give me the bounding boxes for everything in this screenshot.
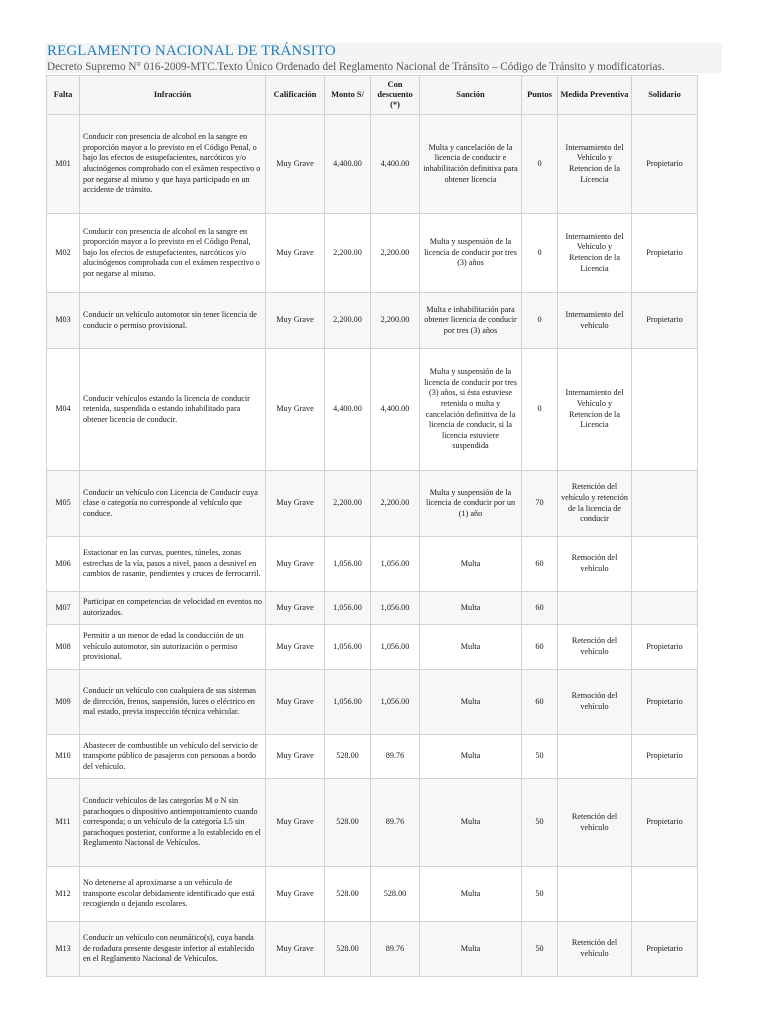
descuento-cell: 4,400.00 bbox=[371, 349, 420, 471]
col-header-solidario: Solidario bbox=[632, 76, 698, 115]
descuento-cell: 2,200.00 bbox=[371, 471, 420, 537]
solidario-cell: Propietario bbox=[632, 922, 698, 977]
table-body bbox=[47, 115, 698, 977]
falta-cell: M07 bbox=[47, 592, 80, 625]
table-row bbox=[47, 592, 698, 625]
medida-cell bbox=[558, 867, 632, 922]
calificacion-cell: Muy Grave bbox=[266, 537, 325, 592]
calificacion-cell: Muy Grave bbox=[266, 867, 325, 922]
solidario-cell: Propietario bbox=[632, 115, 698, 214]
falta-cell: M06 bbox=[47, 537, 80, 592]
sancion-cell: Multa y suspensión de la licencia de conducir por tres (3) años, si ésta estuviese retenida o multa y cancelación definitiva de la licencia de conducir, si la licencia estuviere suspendida bbox=[420, 349, 522, 471]
monto-cell: 2,200.00 bbox=[325, 293, 371, 349]
falta-cell: M11 bbox=[47, 779, 80, 867]
infraccion-cell: Participar en competencias de velocidad en eventos no autorizados. bbox=[80, 592, 266, 625]
falta-cell: M13 bbox=[47, 922, 80, 977]
calificacion-cell: Muy Grave bbox=[266, 779, 325, 867]
descuento-cell: 1,056.00 bbox=[371, 537, 420, 592]
calificacion-cell: Muy Grave bbox=[266, 670, 325, 735]
table-row bbox=[47, 471, 698, 537]
falta-cell: M01 bbox=[47, 115, 80, 214]
table-row bbox=[47, 349, 698, 471]
infraccion-cell: Conducir un vehículo con cualquiera de sus sistemas de dirección, frenos, suspensión, luces o eléctrico en mal estado, previa inspección técnica vehicular. bbox=[80, 670, 266, 735]
col-header-calificacion: Calificación bbox=[266, 76, 325, 115]
medida-cell: Retención del vehículo bbox=[558, 779, 632, 867]
calificacion-cell: Muy Grave bbox=[266, 735, 325, 779]
puntos-cell: 60 bbox=[522, 670, 558, 735]
calificacion-cell: Muy Grave bbox=[266, 592, 325, 625]
infraccion-cell: Conducir un vehículo con Licencia de Conducir cuya clase o categoría no corresponde al vehículo que conduce. bbox=[80, 471, 266, 537]
table-row bbox=[47, 625, 698, 670]
table-row bbox=[47, 670, 698, 735]
sancion-cell: Multa bbox=[420, 670, 522, 735]
monto-cell: 1,056.00 bbox=[325, 592, 371, 625]
col-header-puntos: Puntos bbox=[522, 76, 558, 115]
calificacion-cell: Muy Grave bbox=[266, 214, 325, 293]
monto-cell: 528.00 bbox=[325, 867, 371, 922]
infraccion-cell: Abastecer de combustible un vehículo del servicio de transporte público de pasajeros con personas a bordo del vehículo. bbox=[80, 735, 266, 779]
medida-cell: Internamiento del Vehículo y Retencion de la Licencia bbox=[558, 349, 632, 471]
infraccion-cell: Permitir a un menor de edad la conducción de un vehículo automotor, sin autorización o permiso provisional. bbox=[80, 625, 266, 670]
infractions-table bbox=[46, 75, 698, 977]
solidario-cell: Propietario bbox=[632, 735, 698, 779]
medida-cell: Retención del vehículo y retención de la licencia de conducir bbox=[558, 471, 632, 537]
monto-cell: 1,056.00 bbox=[325, 670, 371, 735]
solidario-cell bbox=[632, 592, 698, 625]
medida-cell: Internamiento del vehículo bbox=[558, 293, 632, 349]
page-title: REGLAMENTO NACIONAL DE TRÁNSITO bbox=[47, 43, 336, 59]
sancion-cell: Multa e inhabilitación para obtener licencia de conducir por tres (3) años bbox=[420, 293, 522, 349]
medida-cell: Remoción del vehículo bbox=[558, 670, 632, 735]
medida-cell: Retención del vehículo bbox=[558, 625, 632, 670]
infraccion-cell: Conducir un vehículo automotor sin tener licencia de conducir o permiso provisional. bbox=[80, 293, 266, 349]
col-header-falta: Falta bbox=[47, 76, 80, 115]
sancion-cell: Multa y suspensión de la licencia de conducir por un (1) año bbox=[420, 471, 522, 537]
descuento-cell: 89.76 bbox=[371, 922, 420, 977]
descuento-cell: 1,056.00 bbox=[371, 670, 420, 735]
solidario-cell: Propietario bbox=[632, 670, 698, 735]
medida-cell: Internamiento del Vehículo y Retencion de la Licencia bbox=[558, 115, 632, 214]
table-header-row bbox=[47, 76, 698, 115]
monto-cell: 528.00 bbox=[325, 735, 371, 779]
col-header-sancion: Sanción bbox=[420, 76, 522, 115]
puntos-cell: 0 bbox=[522, 115, 558, 214]
calificacion-cell: Muy Grave bbox=[266, 922, 325, 977]
puntos-cell: 0 bbox=[522, 349, 558, 471]
calificacion-cell: Muy Grave bbox=[266, 471, 325, 537]
puntos-cell: 70 bbox=[522, 471, 558, 537]
infraccion-cell: Conducir vehículos estando la licencia de conducir retenida, suspendida o estando inhabilitado para obtener licencia de conducir. bbox=[80, 349, 266, 471]
table-row bbox=[47, 537, 698, 592]
puntos-cell: 60 bbox=[522, 592, 558, 625]
calificacion-cell: Muy Grave bbox=[266, 115, 325, 214]
calificacion-cell: Muy Grave bbox=[266, 625, 325, 670]
sancion-cell: Multa y suspensión de la licencia de conducir por tres (3) años bbox=[420, 214, 522, 293]
col-header-infraccion: Infracción bbox=[80, 76, 266, 115]
calificacion-cell: Muy Grave bbox=[266, 293, 325, 349]
descuento-cell: 528.00 bbox=[371, 867, 420, 922]
monto-cell: 528.00 bbox=[325, 779, 371, 867]
table-row bbox=[47, 214, 698, 293]
infraccion-cell: Estacionar en las curvas, puentes, túneles, zonas estrechas de la vía, pasos a nivel, pasos a desnivel en cambios de rasante, pendientes y cruces de ferrocarril. bbox=[80, 537, 266, 592]
infraccion-cell: No detenerse al aproximarse a un vehículo de transporte escolar debidamente identificado que está recogiendo o dejando escolares. bbox=[80, 867, 266, 922]
col-header-medida: Medida Preventiva bbox=[558, 76, 632, 115]
solidario-cell bbox=[632, 537, 698, 592]
monto-cell: 2,200.00 bbox=[325, 471, 371, 537]
descuento-cell: 2,200.00 bbox=[371, 293, 420, 349]
sancion-cell: Multa y cancelación de la licencia de conducir e inhabilitación definitiva para obtener licencia bbox=[420, 115, 522, 214]
document-header bbox=[45, 43, 722, 73]
infraccion-cell: Conducir vehículos de las categorías M o N sin parachoques o dispositivo antiempotramiento cuando corresponda; o un vehículo de la categoría L5 sin parachoques posterior, conforme a lo establecido en el Reglamento Nacional de Vehículos. bbox=[80, 779, 266, 867]
calificacion-cell: Muy Grave bbox=[266, 349, 325, 471]
monto-cell: 1,056.00 bbox=[325, 625, 371, 670]
monto-cell: 1,056.00 bbox=[325, 537, 371, 592]
sancion-cell: Multa bbox=[420, 592, 522, 625]
infraccion-cell: Conducir un vehículo con neumático(s), cuya banda de rodadura presente desgaste inferior al establecido en el Reglamento Nacional de Vehículos. bbox=[80, 922, 266, 977]
puntos-cell: 0 bbox=[522, 293, 558, 349]
infraccion-cell: Conducir con presencia de alcohol en la sangre en proporción mayor a lo previsto en el Código Penal, bajo los efectos de estupefacientes, narcóticos y/o alucinógenos comprobada con el exámen respectivo o por negarse al mismo. bbox=[80, 214, 266, 293]
sancion-cell: Multa bbox=[420, 537, 522, 592]
monto-cell: 2,200.00 bbox=[325, 214, 371, 293]
table-row bbox=[47, 293, 698, 349]
solidario-cell: Propietario bbox=[632, 214, 698, 293]
falta-cell: M10 bbox=[47, 735, 80, 779]
falta-cell: M08 bbox=[47, 625, 80, 670]
monto-cell: 4,400.00 bbox=[325, 349, 371, 471]
falta-cell: M05 bbox=[47, 471, 80, 537]
table-row bbox=[47, 115, 698, 214]
descuento-cell: 2,200.00 bbox=[371, 214, 420, 293]
solidario-cell bbox=[632, 867, 698, 922]
descuento-cell: 4,400.00 bbox=[371, 115, 420, 214]
solidario-cell: Propietario bbox=[632, 625, 698, 670]
sancion-cell: Multa bbox=[420, 867, 522, 922]
sancion-cell: Multa bbox=[420, 735, 522, 779]
solidario-cell: Propietario bbox=[632, 779, 698, 867]
falta-cell: M12 bbox=[47, 867, 80, 922]
descuento-cell: 1,056.00 bbox=[371, 592, 420, 625]
descuento-cell: 89.76 bbox=[371, 779, 420, 867]
table-row bbox=[47, 735, 698, 779]
descuento-cell: 89.76 bbox=[371, 735, 420, 779]
infraccion-cell: Conducir con presencia de alcohol en la sangre en proporción mayor a lo previsto en el Código Penal, o bajo los efectos de estupefacientes, narcóticos y/o alucinógenos comprobado con el exámen respectivo o por negarse al mismo y que haya participado en un accidente de tránsito. bbox=[80, 115, 266, 214]
solidario-cell bbox=[632, 349, 698, 471]
medida-cell: Internamiento del Vehículo y Retencion de la Licencia bbox=[558, 214, 632, 293]
solidario-cell bbox=[632, 471, 698, 537]
falta-cell: M03 bbox=[47, 293, 80, 349]
table-row bbox=[47, 779, 698, 867]
table-row bbox=[47, 922, 698, 977]
page-subtitle: Decreto Supremo N° 016-2009-MTC.Texto Único Ordenado del Reglamento Nacional de Tránsito – Código de Tránsito y modificatorias. bbox=[47, 61, 665, 73]
col-header-descuento: Con descuento (*) bbox=[371, 76, 420, 115]
puntos-cell: 50 bbox=[522, 779, 558, 867]
col-header-monto: Monto S/ bbox=[325, 76, 371, 115]
puntos-cell: 50 bbox=[522, 867, 558, 922]
descuento-cell: 1,056.00 bbox=[371, 625, 420, 670]
puntos-cell: 0 bbox=[522, 214, 558, 293]
table-row bbox=[47, 867, 698, 922]
falta-cell: M04 bbox=[47, 349, 80, 471]
medida-cell: Retención del vehículo bbox=[558, 922, 632, 977]
monto-cell: 528.00 bbox=[325, 922, 371, 977]
sancion-cell: Multa bbox=[420, 625, 522, 670]
puntos-cell: 50 bbox=[522, 922, 558, 977]
solidario-cell: Propietario bbox=[632, 293, 698, 349]
medida-cell bbox=[558, 592, 632, 625]
falta-cell: M02 bbox=[47, 214, 80, 293]
medida-cell: Remoción del vehículo bbox=[558, 537, 632, 592]
sancion-cell: Multa bbox=[420, 922, 522, 977]
medida-cell bbox=[558, 735, 632, 779]
sancion-cell: Multa bbox=[420, 779, 522, 867]
puntos-cell: 60 bbox=[522, 537, 558, 592]
puntos-cell: 50 bbox=[522, 735, 558, 779]
falta-cell: M09 bbox=[47, 670, 80, 735]
puntos-cell: 60 bbox=[522, 625, 558, 670]
monto-cell: 4,400.00 bbox=[325, 115, 371, 214]
